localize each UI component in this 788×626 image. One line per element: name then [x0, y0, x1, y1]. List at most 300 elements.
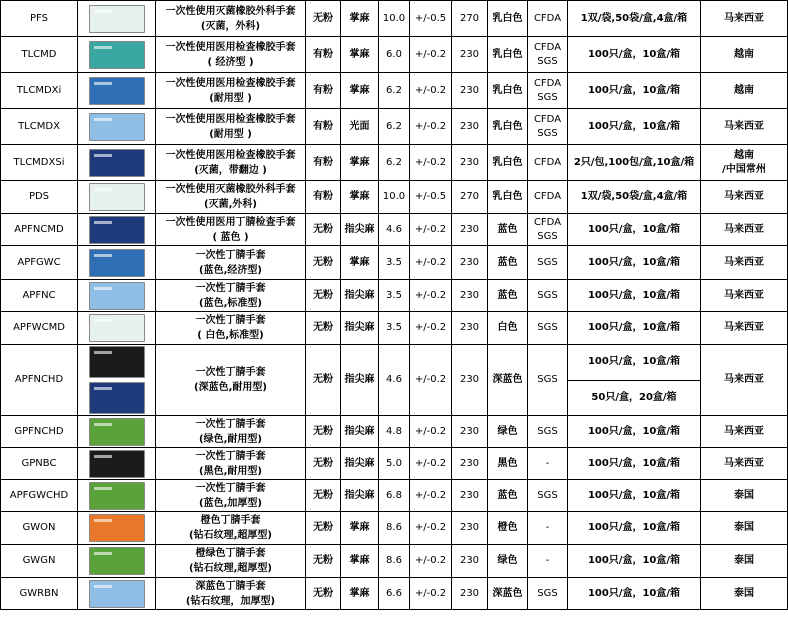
- product-name-line: 橙色丁腈手套: [200, 515, 261, 526]
- product-image-cell: [78, 280, 156, 312]
- origin-line: /中国常州: [722, 163, 766, 175]
- certification: [528, 214, 568, 246]
- color: 绿色: [488, 545, 528, 578]
- certification: [528, 578, 568, 610]
- product-code: APFNC: [1, 280, 78, 312]
- color: 乳白色: [488, 37, 528, 73]
- product-name-line: 橙绿色丁腈手套: [195, 548, 266, 559]
- origin-line: 越南: [734, 48, 754, 60]
- packaging: 100只/盒，10盒/箱: [568, 416, 701, 448]
- product-name-line: (钻石纹理,超厚型): [189, 530, 272, 541]
- glove-box-image: [89, 482, 145, 510]
- origin: [701, 448, 788, 480]
- product-code: GWGN: [1, 545, 78, 578]
- certification: [528, 545, 568, 578]
- origin: [701, 480, 788, 512]
- product-name: [156, 312, 306, 345]
- glove-box-image: [89, 282, 145, 310]
- product-name-line: 一次性使用医用丁腈检查手套: [165, 216, 296, 228]
- table-row: [1, 145, 788, 181]
- product-code: TLCMDXSi: [1, 145, 78, 181]
- table-row: [1, 545, 788, 578]
- product-name: [156, 280, 306, 312]
- thickness: 6.6: [379, 578, 410, 610]
- origin-line: 马来西亚: [724, 256, 764, 268]
- tolerance: +/-0.2: [410, 480, 452, 512]
- certification: [528, 280, 568, 312]
- origin: [701, 73, 788, 109]
- packaging: 100只/盒，10盒/箱: [568, 280, 701, 312]
- product-name: [156, 37, 306, 73]
- surface: 掌麻: [341, 545, 379, 578]
- glove-box-image: [89, 113, 145, 141]
- certification: [528, 109, 568, 145]
- product-name-line: (耐用型 ): [209, 92, 252, 104]
- certification-label: SGS: [537, 289, 558, 301]
- product-code: GWON: [1, 512, 78, 545]
- table-row: [1, 109, 788, 145]
- certification-label: SGS: [537, 55, 558, 67]
- certification: [528, 181, 568, 214]
- product-code: APFGWCHD: [1, 480, 78, 512]
- product-name-line: 深蓝色丁腈手套: [195, 580, 266, 592]
- color: 乳白色: [488, 181, 528, 214]
- origin: [701, 37, 788, 73]
- color: 乳白色: [488, 73, 528, 109]
- table-row: [1, 578, 788, 610]
- certification-label: -: [545, 522, 550, 533]
- tolerance: +/-0.2: [410, 448, 452, 480]
- color: 蓝色: [488, 246, 528, 280]
- certification-label: SGS: [537, 374, 558, 385]
- thickness: 6.0: [379, 37, 410, 73]
- table-row: [1, 181, 788, 214]
- thickness: 3.5: [379, 280, 410, 312]
- product-image-cell: [78, 109, 156, 145]
- product-name-line: ( 蓝色 ): [212, 231, 249, 243]
- thickness: 6.8: [379, 480, 410, 512]
- powder: 无粉: [306, 312, 341, 345]
- origin: [701, 312, 788, 345]
- origin: [701, 280, 788, 312]
- certification-label: CFDA: [533, 156, 562, 168]
- packaging: 100只/盒，10盒/箱: [568, 480, 701, 512]
- product-name-line: 一次性丁腈手套: [195, 249, 266, 261]
- powder: 无粉: [306, 246, 341, 280]
- product-name-line: ( 经济型 ): [207, 56, 254, 68]
- certification-label: -: [545, 457, 550, 469]
- glove-box-image: [89, 216, 145, 244]
- product-image-cell: [78, 312, 156, 345]
- product-name: [156, 545, 306, 578]
- certification-label: SGS: [537, 587, 558, 599]
- length: 230: [452, 312, 488, 345]
- certification-label: SGS: [537, 489, 558, 501]
- certification-label: SGS: [537, 127, 558, 139]
- glove-box-image: [89, 547, 145, 575]
- tolerance: +/-0.2: [410, 145, 452, 181]
- surface: 指尖麻: [341, 345, 379, 416]
- table-row: [1, 448, 788, 480]
- glove-box-image: [89, 249, 145, 277]
- glove-box-image: [89, 382, 145, 414]
- tolerance: +/-0.2: [410, 416, 452, 448]
- certification: [528, 145, 568, 181]
- origin: [701, 1, 788, 37]
- color: 乳白色: [488, 109, 528, 145]
- tolerance: +/-0.2: [410, 73, 452, 109]
- product-table-body: [1, 1, 788, 610]
- product-code: APFNCMD: [1, 214, 78, 246]
- product-image-cell: [78, 37, 156, 73]
- origin-line: 马来西亚: [724, 457, 764, 469]
- product-code: GPNBC: [1, 448, 78, 480]
- origin-line: 马来西亚: [724, 191, 764, 202]
- thickness: 8.6: [379, 545, 410, 578]
- product-name-line: 一次性丁腈手套: [195, 482, 266, 494]
- product-name: [156, 145, 306, 181]
- packaging: 100只/盒，10盒/箱: [568, 214, 701, 246]
- product-image-cell: [78, 480, 156, 512]
- product-name-line: (蓝色,加厚型): [199, 497, 262, 509]
- powder: 有粉: [306, 181, 341, 214]
- product-name-line: (黑色,耐用型): [199, 465, 262, 477]
- certification-label: CFDA: [533, 216, 562, 228]
- product-name-line: 一次性丁腈手套: [195, 418, 266, 430]
- origin-line: 泰国: [734, 489, 754, 501]
- certification-label: CFDA: [533, 12, 562, 24]
- color: 橙色: [488, 512, 528, 545]
- origin-line: 越南: [734, 149, 754, 161]
- packaging: 100只/盒，10盒/箱: [568, 448, 701, 480]
- surface: 掌麻: [341, 73, 379, 109]
- surface: 掌麻: [341, 1, 379, 37]
- product-name-line: (灭菌，外科): [200, 20, 261, 32]
- origin: [701, 512, 788, 545]
- length: 230: [452, 578, 488, 610]
- product-image-cell: [78, 578, 156, 610]
- packaging: 100只/盒，10盒/箱: [568, 578, 701, 610]
- glove-box-image: [89, 514, 145, 542]
- origin-line: 马来西亚: [724, 425, 764, 437]
- packaging: 1双/袋,50袋/盒,4盒/箱: [568, 1, 701, 37]
- product-name: [156, 448, 306, 480]
- thickness: 5.0: [379, 448, 410, 480]
- product-code: APFWCMD: [1, 312, 78, 345]
- certification-label: SGS: [537, 91, 558, 103]
- origin-line: 越南: [734, 84, 754, 96]
- packaging: 100只/盒，10盒/箱: [568, 37, 701, 73]
- product-code: GPFNCHD: [1, 416, 78, 448]
- certification: [528, 480, 568, 512]
- table-row: [1, 246, 788, 280]
- tolerance: +/-0.2: [410, 545, 452, 578]
- surface: 掌麻: [341, 37, 379, 73]
- product-name-line: 一次性丁腈手套: [195, 282, 266, 294]
- product-name-line: (耐用型 ): [209, 128, 252, 140]
- length: 230: [452, 145, 488, 181]
- table-row: [1, 37, 788, 73]
- surface: 掌麻: [341, 246, 379, 280]
- surface: 掌麻: [341, 578, 379, 610]
- powder: 无粉: [306, 578, 341, 610]
- color: 深蓝色: [488, 345, 528, 416]
- origin: [701, 145, 788, 181]
- length: 230: [452, 246, 488, 280]
- origin: [701, 345, 788, 416]
- origin-line: 泰国: [734, 522, 754, 533]
- packaging: 2只/包,100包/盒,10盒/箱: [568, 145, 701, 181]
- surface: 指尖麻: [341, 280, 379, 312]
- length: 230: [452, 280, 488, 312]
- origin-line: 马来西亚: [724, 289, 764, 301]
- origin-line: 马来西亚: [724, 374, 764, 385]
- packaging-option: 100只/盒，10盒/箱: [587, 356, 681, 368]
- color: 乳白色: [488, 1, 528, 37]
- certification-label: CFDA: [533, 191, 562, 202]
- packaging: 100只/盒，10盒/箱: [568, 312, 701, 345]
- thickness: 4.6: [379, 345, 410, 416]
- product-name: [156, 1, 306, 37]
- tolerance: +/-0.2: [410, 214, 452, 246]
- product-name: [156, 109, 306, 145]
- packaging: 100只/盒，10盒/箱: [568, 73, 701, 109]
- certification: [528, 246, 568, 280]
- powder: 有粉: [306, 145, 341, 181]
- packaging-split: [568, 345, 700, 415]
- powder: 无粉: [306, 448, 341, 480]
- certification: [528, 512, 568, 545]
- powder: 无粉: [306, 512, 341, 545]
- glove-box-image: [89, 183, 145, 211]
- table-row: [1, 312, 788, 345]
- certification: [528, 448, 568, 480]
- product-code: TLCMDX: [1, 109, 78, 145]
- surface: 光面: [341, 109, 379, 145]
- thickness: 4.8: [379, 416, 410, 448]
- tolerance: +/-0.2: [410, 109, 452, 145]
- origin: [701, 109, 788, 145]
- product-name-line: (钻石纹理，加厚型): [185, 595, 276, 607]
- packaging: [568, 345, 701, 416]
- product-name-line: (蓝色,经济型): [199, 264, 262, 276]
- thickness: 10.0: [379, 181, 410, 214]
- certification: [528, 1, 568, 37]
- table-row: [1, 73, 788, 109]
- thickness: 6.2: [379, 145, 410, 181]
- glove-box-image: [89, 346, 145, 378]
- length: 270: [452, 181, 488, 214]
- powder: 无粉: [306, 545, 341, 578]
- surface: 掌麻: [341, 181, 379, 214]
- surface: 指尖麻: [341, 416, 379, 448]
- product-name: [156, 416, 306, 448]
- certification-label: SGS: [537, 256, 558, 268]
- product-code: APFGWC: [1, 246, 78, 280]
- product-name: [156, 345, 306, 416]
- product-image-cell: [78, 448, 156, 480]
- tolerance: +/-0.2: [410, 246, 452, 280]
- origin: [701, 416, 788, 448]
- surface: 掌麻: [341, 512, 379, 545]
- packaging-option: 50只/盒，20盒/箱: [568, 380, 700, 416]
- glove-box-image: [89, 580, 145, 608]
- surface: 指尖麻: [341, 448, 379, 480]
- packaging: 100只/盒，10盒/箱: [568, 246, 701, 280]
- length: 230: [452, 109, 488, 145]
- color: 蓝色: [488, 214, 528, 246]
- powder: 有粉: [306, 73, 341, 109]
- length: 270: [452, 1, 488, 37]
- product-image-cell: [78, 1, 156, 37]
- product-name-line: 一次性丁腈手套: [195, 367, 266, 378]
- certification-label: SGS: [537, 230, 558, 242]
- certification: [528, 37, 568, 73]
- product-image-cell: [78, 214, 156, 246]
- glove-box-image: [89, 149, 145, 177]
- surface: 掌麻: [341, 145, 379, 181]
- product-name: [156, 480, 306, 512]
- product-code: PFS: [1, 1, 78, 37]
- product-name-line: 一次性使用医用检查橡胶手套: [165, 149, 296, 161]
- powder: 有粉: [306, 37, 341, 73]
- product-name-line: ( 白色,标准型): [197, 330, 264, 341]
- tolerance: +/-0.2: [410, 345, 452, 416]
- powder: 有粉: [306, 109, 341, 145]
- product-code: PDS: [1, 181, 78, 214]
- thickness: 10.0: [379, 1, 410, 37]
- table-row: [1, 416, 788, 448]
- glove-box-image: [89, 450, 145, 478]
- length: 230: [452, 448, 488, 480]
- tolerance: +/-0.5: [410, 181, 452, 214]
- packaging: 1双/袋,50袋/盒,4盒/箱: [568, 181, 701, 214]
- product-image-cell: [78, 416, 156, 448]
- color: 乳白色: [488, 145, 528, 181]
- product-name-line: (钻石纹理,超厚型): [189, 563, 272, 574]
- tolerance: +/-0.2: [410, 37, 452, 73]
- surface: 指尖麻: [341, 214, 379, 246]
- product-name: [156, 214, 306, 246]
- product-name-line: 一次性使用医用检查橡胶手套: [165, 113, 296, 125]
- powder: 无粉: [306, 480, 341, 512]
- product-image-cell: [78, 545, 156, 578]
- origin: [701, 214, 788, 246]
- length: 230: [452, 214, 488, 246]
- product-name-line: 一次性丁腈手套: [195, 450, 266, 462]
- thickness: 6.2: [379, 109, 410, 145]
- product-name-line: (蓝色,标准型): [199, 297, 262, 309]
- glove-box-image: [89, 77, 145, 105]
- certification-label: CFDA: [533, 41, 562, 53]
- table-row: [1, 512, 788, 545]
- product-name-line: (灭菌,外科): [204, 199, 257, 210]
- product-code: GWRBN: [1, 578, 78, 610]
- table-row: [1, 1, 788, 37]
- tolerance: +/-0.2: [410, 578, 452, 610]
- powder: 无粉: [306, 214, 341, 246]
- color: 蓝色: [488, 280, 528, 312]
- color: 黑色: [488, 448, 528, 480]
- product-name: [156, 246, 306, 280]
- glove-box-image: [89, 418, 145, 446]
- origin: [701, 181, 788, 214]
- product-name-line: (灭菌，带翻边 ): [194, 164, 267, 176]
- product-image-cell: [78, 345, 156, 416]
- product-code: APFNCHD: [1, 345, 78, 416]
- origin-line: 马来西亚: [724, 223, 764, 235]
- surface: 指尖麻: [341, 312, 379, 345]
- length: 230: [452, 416, 488, 448]
- surface: 指尖麻: [341, 480, 379, 512]
- product-name-line: 一次性使用医用检查橡胶手套: [165, 41, 296, 53]
- origin: [701, 578, 788, 610]
- product-image-cell: [78, 181, 156, 214]
- table-row: [1, 280, 788, 312]
- product-name-line: 一次性使用灭菌橡胶外科手套: [165, 184, 296, 195]
- origin: [701, 246, 788, 280]
- origin: [701, 545, 788, 578]
- powder: 无粉: [306, 416, 341, 448]
- product-image-cell: [78, 512, 156, 545]
- product-name: [156, 73, 306, 109]
- origin-line: 马来西亚: [724, 322, 764, 333]
- product-image-cell: [78, 246, 156, 280]
- thickness: 3.5: [379, 312, 410, 345]
- powder: 无粉: [306, 1, 341, 37]
- thickness: 3.5: [379, 246, 410, 280]
- product-code: TLCMDXi: [1, 73, 78, 109]
- powder: 无粉: [306, 345, 341, 416]
- product-name-line: 一次性使用灭菌橡胶外科手套: [165, 5, 296, 17]
- certification: [528, 345, 568, 416]
- product-image-cell: [78, 73, 156, 109]
- color: 蓝色: [488, 480, 528, 512]
- product-name: [156, 181, 306, 214]
- certification: [528, 416, 568, 448]
- product-code: TLCMD: [1, 37, 78, 73]
- glove-box-image: [89, 314, 145, 342]
- length: 230: [452, 73, 488, 109]
- table-row: [1, 214, 788, 246]
- glove-box-image: [89, 5, 145, 33]
- origin-line: 泰国: [734, 587, 754, 599]
- certification: [528, 312, 568, 345]
- product-name-line: (绿色,耐用型): [199, 433, 262, 445]
- tolerance: +/-0.5: [410, 1, 452, 37]
- product-image-cell: [78, 145, 156, 181]
- length: 230: [452, 37, 488, 73]
- thickness: 6.2: [379, 73, 410, 109]
- length: 230: [452, 512, 488, 545]
- tolerance: +/-0.2: [410, 512, 452, 545]
- packaging: 100只/盒，10盒/箱: [568, 109, 701, 145]
- product-name: [156, 578, 306, 610]
- product-name-line: 一次性使用医用检查橡胶手套: [165, 77, 296, 89]
- length: 230: [452, 345, 488, 416]
- length: 230: [452, 545, 488, 578]
- origin-line: 马来西亚: [724, 120, 764, 132]
- certification-label: SGS: [537, 322, 558, 333]
- color: 绿色: [488, 416, 528, 448]
- certification-label: CFDA: [533, 77, 562, 89]
- product-name-line: 一次性丁腈手套: [195, 315, 266, 326]
- length: 230: [452, 480, 488, 512]
- thickness: 8.6: [379, 512, 410, 545]
- color: 深蓝色: [488, 578, 528, 610]
- certification: [528, 73, 568, 109]
- thickness: 4.6: [379, 214, 410, 246]
